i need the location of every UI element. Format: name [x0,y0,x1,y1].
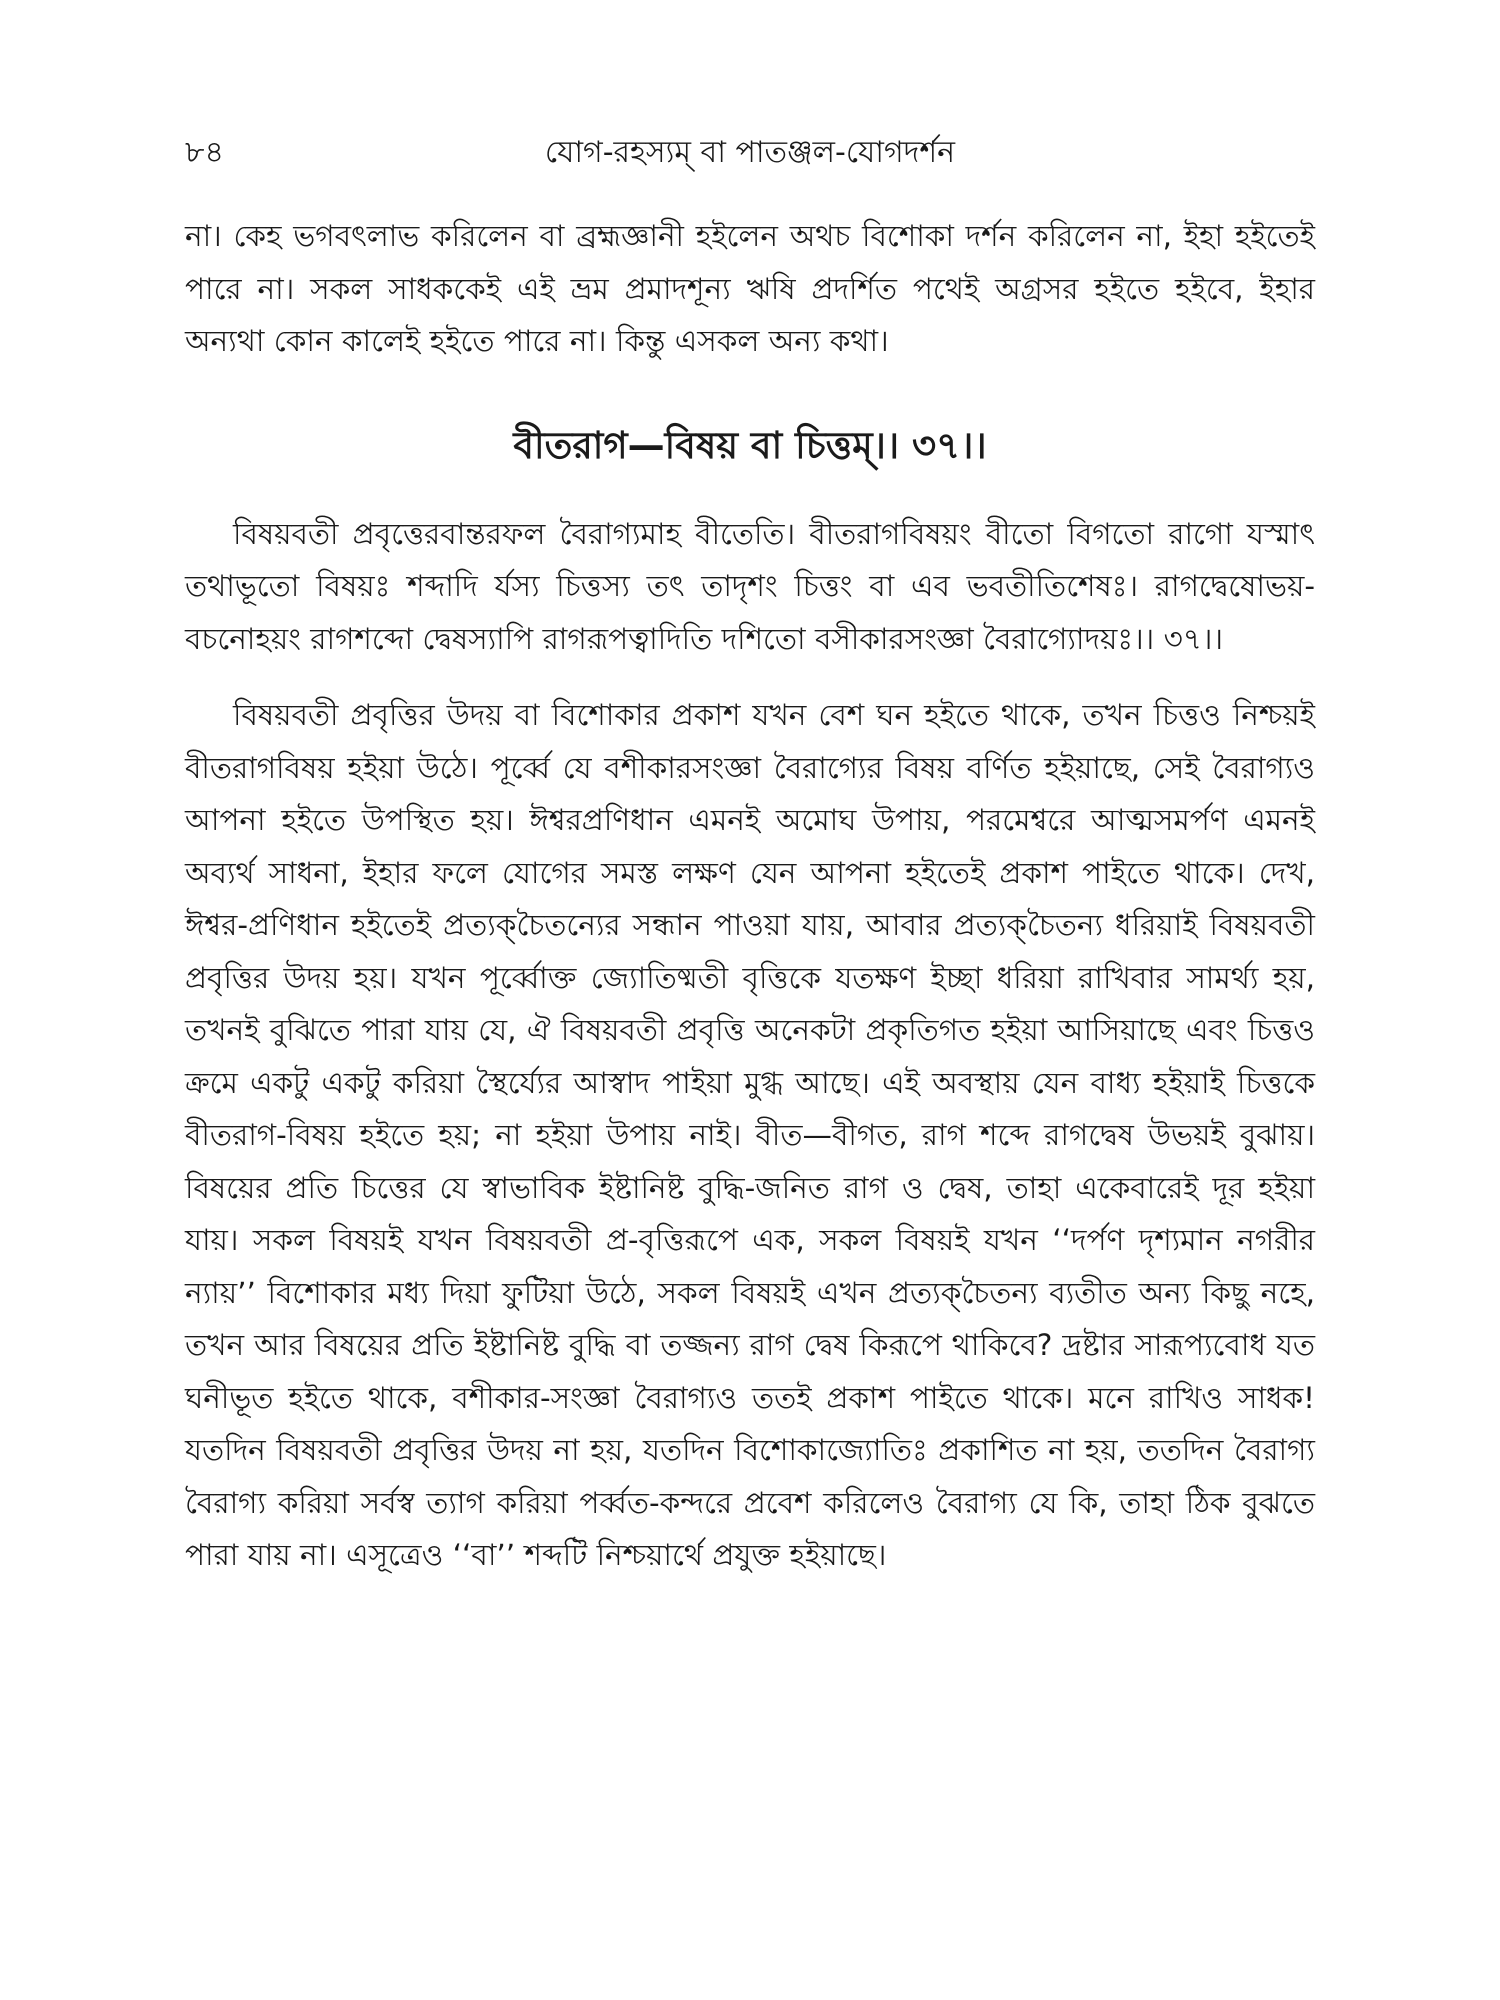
running-head [185,128,1315,178]
paragraph-gap [185,665,1315,689]
sutra-heading: বীতরাগ—বিষয় বা চিত্তম্‌।। ৩৭।। [513,423,987,467]
continued-paragraph: না। কেহ ভগবৎলাভ করিলেন বা ব্রহ্মজ্ঞানী হইলেন অথচ বিশোকা দর্শন করিলেন না, ইহা হইতেই পারে না। সকল সাধককেই এই ভ্রম প্রমাদশূন্য ঋষি প্রদর্শিত পথেই অগ্রসর হইতে হইবে, ইহার অন্যথা কোন কালেই হইতে পারে না। কিন্তু এসকল অন্য কথা। [185,219,1315,358]
page-number: ৮৪ [185,135,224,170]
sanskrit-commentary: বিষয়বতী প্রবৃত্তেরবান্তরফল বৈরাগ্যমাহ বীতেতি। বীতরাগবিষয়ং বীতো বিগতো রাগো যস্মাৎ তথাভূতো বিষয়ঃ শব্দাদি র্যস্য চিত্তস্য তৎ তাদৃশং চিত্তং বা এব ভবতীতিশেষঃ। রাগদ্বেষোভয়-বচনোহয়ং রাগশব্দো দ্বেষস্যাপি রাগরূপত্বাদিতি দশিতো বসীকারসংজ্ঞা বৈরাগ্যোদয়ঃ।। ৩৭।। [185,516,1315,656]
page-body [185,210,1315,1582]
book-title: যোগ-রহস্যম্‌ বা পাতঞ্জল-যোগদর্শন [544,135,956,170]
bengali-explanation: বিষয়বতী প্রবৃত্তির উদয় বা বিশোকার প্রকাশ যখন বেশ ঘন হইতে থাকে, তখন চিত্তও নিশ্চয়ই বীতরাগবিষয় হইয়া উঠে। পূর্ব্বে যে বশীকারসংজ্ঞা বৈরাগ্যের বিষয় বর্ণিত হইয়াছে, সেই বৈরাগ্যও আপনা হইতে উপস্থিত হয়। ঈশ্বরপ্রণিধান এমনই অমোঘ উপায়, পরমেশ্বরে আত্মসমর্পণ এমনই অব্যর্থ সাধনা, ইহার ফলে যোগের সমস্ত লক্ষণ যেন আপনা হইতেই প্রকাশ পাইতে থাকে। দেখ, ঈশ্বর-প্রণিধান হইতেই প্রত্যক্‌চৈতন্যের সন্ধান পাওয়া যায়, আবার প্রত্যক্‌চৈতন্য ধরিয়াই বিষয়বতী প্রবৃত্তির উদয় হয়। যখন পূর্ব্বোক্ত জ্যোতিষ্মতী বৃত্তিকে যতক্ষণ ইচ্ছা ধরিয়া রাখিবার সামর্থ্য হয়, তখনই বুঝিতে পারা যায় যে, ঐ বিষয়বতী প্রবৃত্তি অনেকটা প্রকৃতিগত হইয়া আসিয়াছে এবং চিত্তও ক্রমে একটু একটু করিয়া স্থৈর্য্যের আস্বাদ পাইয়া মুগ্ধ আছে। এই অবস্থায় যেন বাধ্য হইয়াই চিত্তকে বীতরাগ-বিষয় হইতে হয়; না হইয়া উপায় নাই। বীত—বীগত, রাগ শব্দে রাগদ্বেষ উভয়ই বুঝায়। বিষয়ের প্রতি চিত্তের যে স্বাভাবিক ইষ্টানিষ্ট বুদ্ধি-জনিত রাগ ও দ্বেষ, তাহা একেবারেই দূর হইয়া যায়। সকল বিষয়ই যখন বিষয়বতী প্র-বৃত্তিরূপে এক, সকল বিষয়ই যখন ‘‘দর্পণ দৃশ্যমান নগরীর ন্যায়’’ বিশোকার মধ্য দিয়া ফুটিয়া উঠে, সকল বিষয়ই এখন প্রত্যক্‌চৈতন্য ব্যতীত অন্য কিছু নহে, তখন আর বিষয়ের প্রতি ইষ্টানিষ্ট বুদ্ধি বা তজ্জন্য রাগ দ্বেষ কিরূপে থাকিবে? দ্রষ্টার সারূপ্যবোধ যত ঘনীভূত হইতে থাকে, বশীকার-সংজ্ঞা বৈরাগ্যও ততই প্রকাশ পাইতে থাকে। মনে রাখিও সাধক! যতদিন বিষয়বতী প্রবৃত্তির উদয় না হয়, যতদিন বিশোকাজ্যোতিঃ প্রকাশিত না হয়, ততদিন বৈরাগ্য বৈরাগ্য করিয়া সর্বস্ব ত্যাগ করিয়া পর্ব্বত-কন্দরে প্রবেশ করিলেও বৈরাগ্য যে কি, তাহা ঠিক বুঝতে পারা যায় না। এসূত্রেও ‘‘বা’’ শব্দটি নিশ্চয়ার্থে প্রযুক্ত হইয়াছে। [185,698,1315,1572]
